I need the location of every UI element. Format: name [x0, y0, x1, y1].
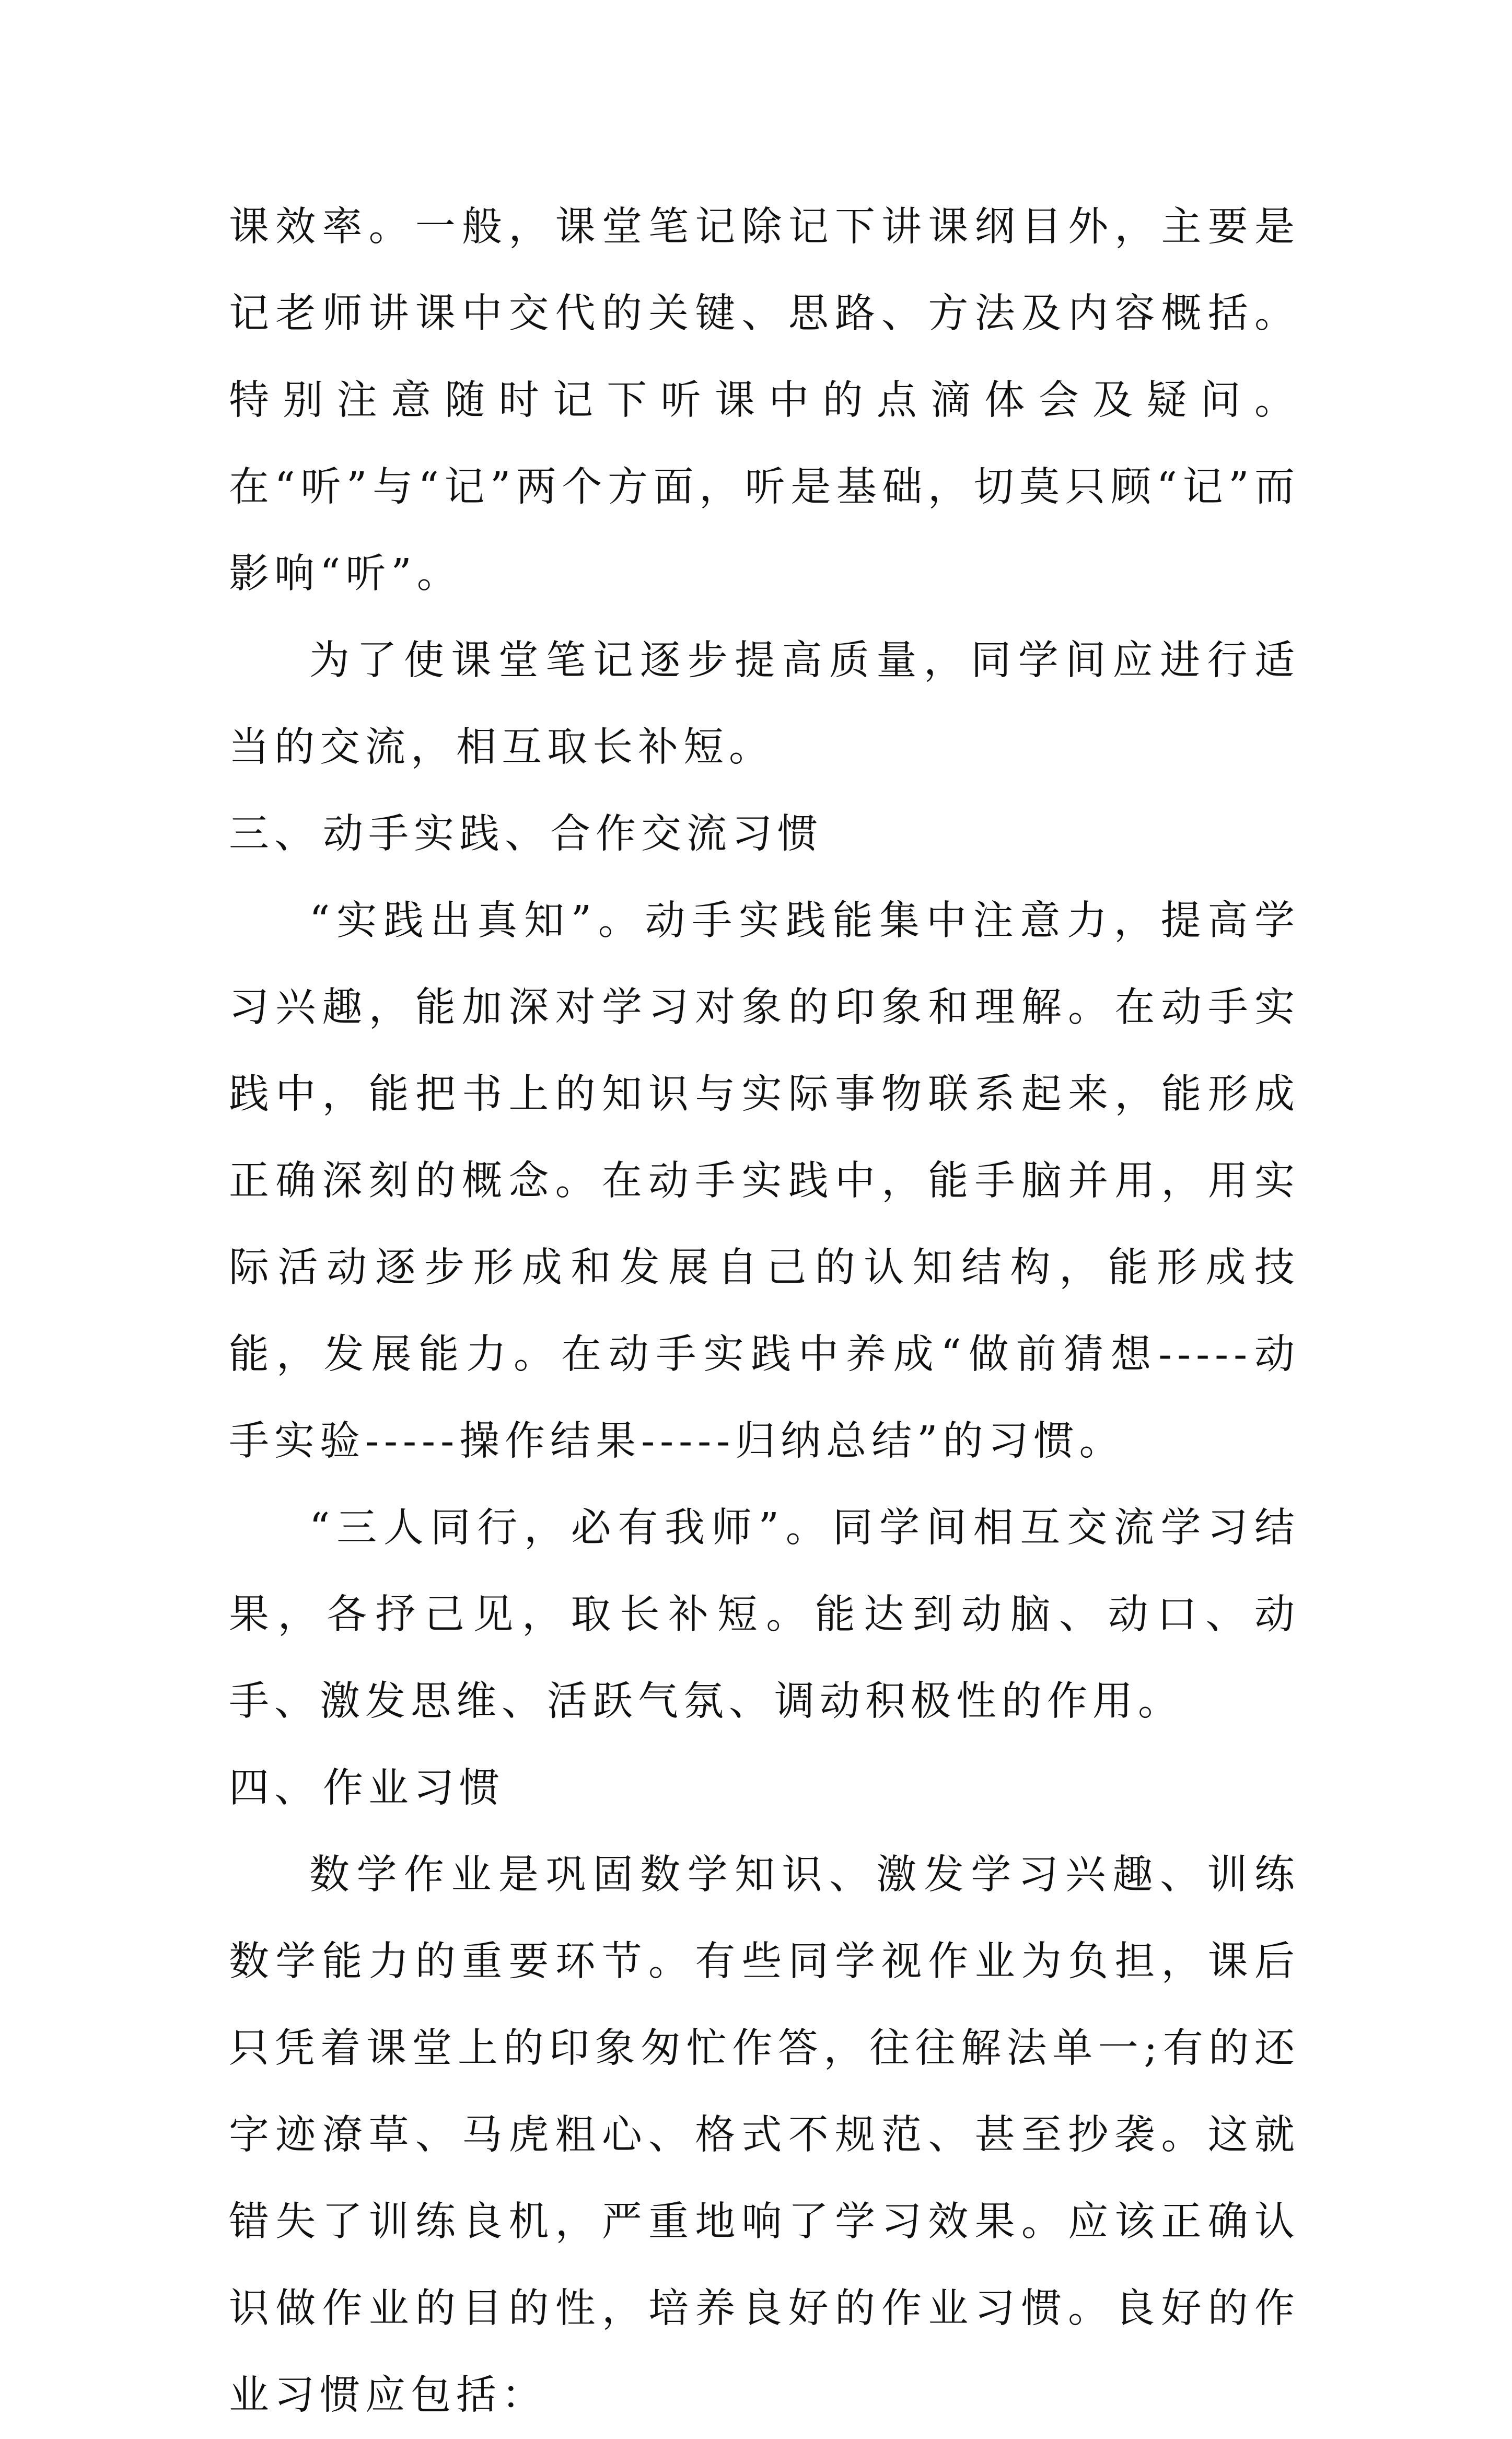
paragraph-homework: 数学作业是巩固数学知识、激发学习兴趣、训练数学能力的重要环节。有些同学视作业为负担，课后只凭着课堂上的印象匆忙作答，往往解法单一;有的还字迹潦草、马虎粗心、格式不规范、甚至抄袭。这就错失了训练良机，严重地响了学习效果。应该正确认识做作业的目的性，培养良好的作业习惯。良好的作业习惯应包括： [229, 1852, 1300, 2419]
section-number: 四、 [229, 1765, 320, 1811]
section-heading-practice [229, 791, 1300, 878]
section-title: 作业习惯 [323, 1765, 505, 1811]
paragraph-note-exchange: 为了使课堂笔记逐步提高质量，同学间应进行适当的交流，相互取长补短。 [229, 637, 1300, 771]
document-body [229, 184, 1300, 2439]
section-number: 三、 [229, 811, 320, 857]
paragraph-note-taking: 课效率。一般，课堂笔记除记下讲课纲目外，主要是记老师讲课中交代的关键、思路、方法及内容概括。特别注意随时记下听课中的点滴体会及疑问。在“听”与“记”两个方面，听是基础，切莫只顾“记”而影响“听”。 [229, 204, 1300, 597]
paragraph-cooperation: “三人同行，必有我师”。同学间相互交流学习结果，各抒己见，取长补短。能达到动脑、动口、动手、激发思维、活跃气氛、调动积极性的作用。 [229, 1505, 1300, 1725]
paragraph-practice: “实践出真知”。动手实践能集中注意力，提高学习兴趣，能加深对学习对象的印象和理解。在动手实践中，能把书上的知识与实际事物联系起来，能形成正确深刻的概念。在动手实践中，能手脑并用，用实际活动逐步形成和发展自己的认知结构，能形成技能，发展能力。在动手实践中养成“做前猜想-----动手实验-----操作结果-----归纳总结”的习惯。 [229, 898, 1300, 1465]
section-title: 动手实践、合作交流习惯 [323, 811, 823, 857]
section-heading-homework [229, 1745, 1300, 1832]
